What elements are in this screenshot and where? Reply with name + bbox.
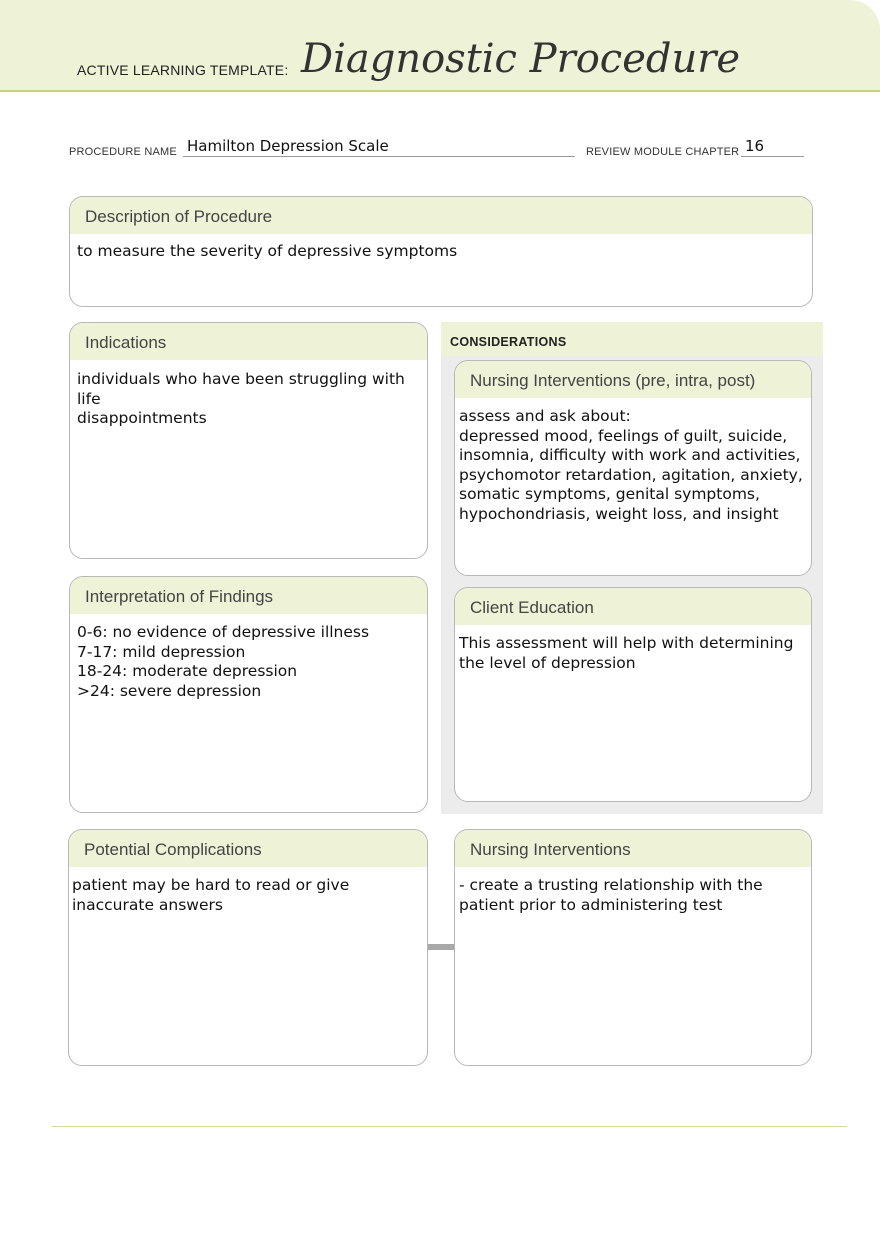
procedure-name-label: PROCEDURE NAME — [69, 146, 177, 158]
considerations-label: CONSIDERATIONS — [450, 335, 567, 349]
nursing-interventions-box — [454, 829, 812, 1066]
complications-title: Potential Complications — [69, 830, 427, 867]
connector-bar — [428, 944, 454, 950]
indications-title: Indications — [70, 323, 427, 360]
interpretation-text[interactable]: 0-6: no evidence of depressive illness 7-17: mild depression 18-24: moderate depression >24: severe depression — [77, 623, 370, 700]
client-education-text[interactable]: This assessment will help with determining the level of depression — [459, 634, 794, 672]
nursing-interventions-pip-title: Nursing Interventions (pre, intra, post) — [455, 361, 811, 398]
nursing-interventions-title: Nursing Interventions — [455, 830, 811, 867]
indications-box — [69, 322, 428, 559]
description-box — [69, 196, 813, 307]
complications-text[interactable]: patient may be hard to read or give inaccurate answers — [72, 876, 350, 914]
description-title: Description of Procedure — [70, 197, 812, 234]
client-education-box — [454, 587, 812, 802]
template-label: ACTIVE LEARNING TEMPLATE: — [77, 62, 289, 78]
interpretation-box — [69, 576, 428, 813]
procedure-name-field[interactable]: Hamilton Depression Scale — [183, 137, 575, 157]
review-module-field[interactable]: 16 — [741, 137, 804, 157]
review-module-label: REVIEW MODULE CHAPTER — [586, 146, 740, 158]
nursing-interventions-pip-text[interactable]: assess and ask about: depressed mood, feelings of guilt, suicide, insomnia, difficulty with work and activities, psychomotor retardation, agitation, anxiety, somatic symptoms, genital symptoms, hypochondriasis, weight loss, and insight — [459, 407, 803, 523]
nursing-interventions-pip-box — [454, 360, 812, 576]
page-title: Diagnostic Procedure — [301, 36, 741, 82]
description-text[interactable]: to measure the severity of depressive symptoms — [77, 242, 458, 260]
complications-box — [68, 829, 428, 1066]
interpretation-title: Interpretation of Findings — [70, 577, 427, 614]
client-education-title: Client Education — [455, 588, 811, 625]
footer-divider — [52, 1126, 847, 1127]
nursing-interventions-text[interactable]: - create a trusting relationship with the patient prior to administering test — [459, 876, 763, 914]
indications-text[interactable]: individuals who have been struggling with life disappointments — [77, 370, 405, 427]
